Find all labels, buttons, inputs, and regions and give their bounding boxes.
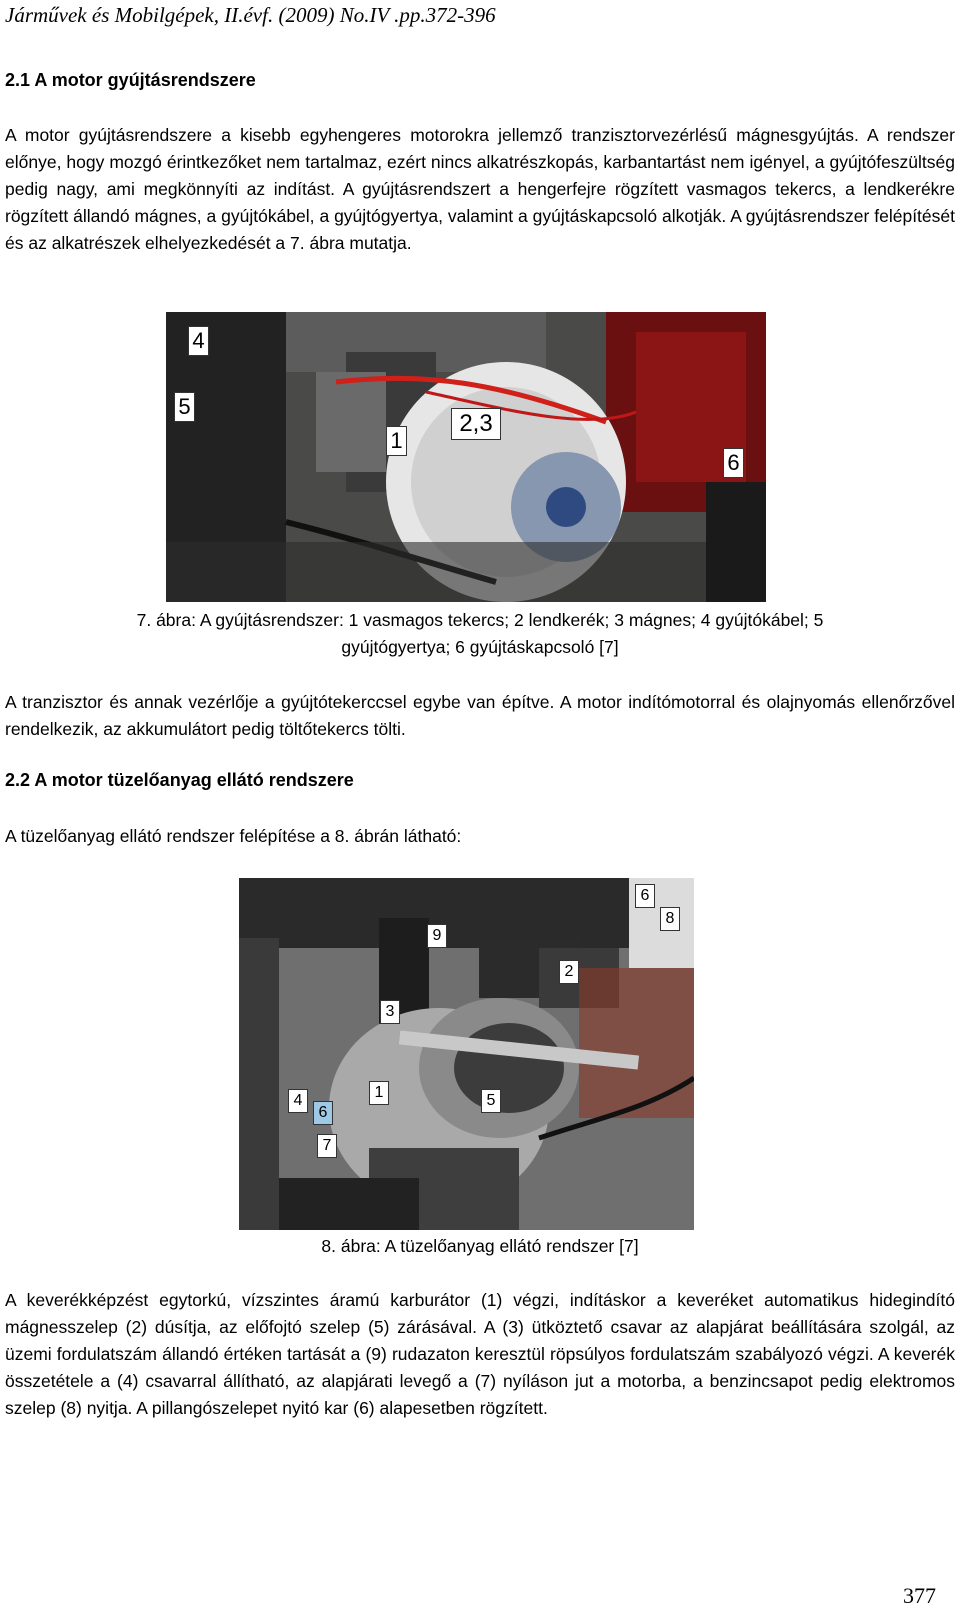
figure-8-label-6-bottom: 6 — [313, 1101, 333, 1125]
figure-8-label-3: 3 — [380, 1000, 400, 1024]
figure-8-label-2: 2 — [559, 960, 579, 984]
paragraph-transistor: A tranzisztor és annak vezérlője a gyújtótekerccsel egybe van építve. A motor indítómotorral és olajnyomás ellenőrzővel rendelkezik, az akkumulátort pedig töltőtekercs tölti. — [5, 692, 955, 739]
figure-7-caption-line-1: 7. ábra: A gyújtásrendszer: 1 vasmagos tekercs; 2 lendkerék; 3 mágnes; 4 gyújtókábel; 5 — [136, 610, 824, 630]
figure-7-label-2-3: 2,3 — [451, 408, 501, 440]
figure-7-label-4: 4 — [188, 326, 209, 356]
carburetor-illustration — [239, 878, 694, 1230]
figure-8-photo — [239, 878, 694, 1230]
figure-7-label-6: 6 — [723, 448, 744, 478]
figure-8-label-8: 8 — [660, 907, 680, 931]
section-heading-fuel-system: 2.2 A motor tüzelőanyag ellátó rendszere — [5, 770, 354, 790]
page-number: 377 — [903, 1583, 936, 1608]
figure-7-label-1: 1 — [386, 426, 407, 456]
engine-ignition-illustration — [166, 312, 766, 602]
figure-8-label-5: 5 — [481, 1089, 501, 1113]
section-heading-ignition: 2.1 A motor gyújtásrendszere — [5, 70, 256, 90]
figure-7-label-5: 5 — [174, 392, 195, 422]
figure-8-label-4: 4 — [288, 1089, 308, 1113]
figure-7-photo — [166, 312, 766, 602]
figure-8-label-1: 1 — [369, 1081, 389, 1105]
paragraph-carburetor: A keverékképzést egytorkú, vízszintes áramú karburátor (1) végzi, indításkor a keveréket automatikus hidegindító mágnesszelep (2) dúsítja, az előfojtó szelep (5) zárásával. A (3) ütköztető csavar az alapjárat beállítására szolgál, az üzemi fordulatszám állandó értéken tartását a (9) rudazaton keresztül röpsúlyos fordulatszám szabályozó végzi. A keverék összetétele a (4) csavarral állítható, az alapjárati levegő a (7) nyíláson jut a motorba, a benzincsapot pedig elektromos szelep (8) nyitja. A pillangószelepet nyitó kar (6) alapesetben rögzített. — [5, 1290, 955, 1418]
figure-7-caption-line-2: gyújtógyertya; 6 gyújtáskapcsoló [7] — [341, 637, 619, 657]
paragraph-fuel-intro: A tüzelőanyag ellátó rendszer felépítése a 8. ábrán látható: — [5, 826, 462, 846]
figure-8-label-7: 7 — [317, 1134, 337, 1158]
paragraph-ignition: A motor gyújtásrendszere a kisebb egyhengeres motorokra jellemző tranzisztorvezérlésű mágnesgyújtás. A rendszer előnye, hogy mozgó érintkezőket nem tartalmaz, ezért nincs alkatrészkopás, karbantartást nem igényel, a gyújtófeszültség pedig nagy, ami megkönnyíti az indítást. A gyújtásrendszert a hengerfejre rögzített vasmagos tekercs, a lendkerékre rögzített állandó mágnes, a gyújtókábel, a gyújtógyertya, valamint a gyújtáskapcsoló alkotják. A gyújtásrendszer felépítését és az alkatrészek elhelyezkedését a 7. ábra mutatja. — [5, 125, 955, 253]
figure-8-label-6-top: 6 — [635, 884, 655, 908]
figure-8-caption: 8. ábra: A tüzelőanyag ellátó rendszer [7] — [321, 1236, 639, 1256]
journal-header: Járművek és Mobilgépek, II.évf. (2009) No.IV .pp.372-396 — [5, 3, 496, 27]
figure-8-label-9: 9 — [427, 924, 447, 948]
